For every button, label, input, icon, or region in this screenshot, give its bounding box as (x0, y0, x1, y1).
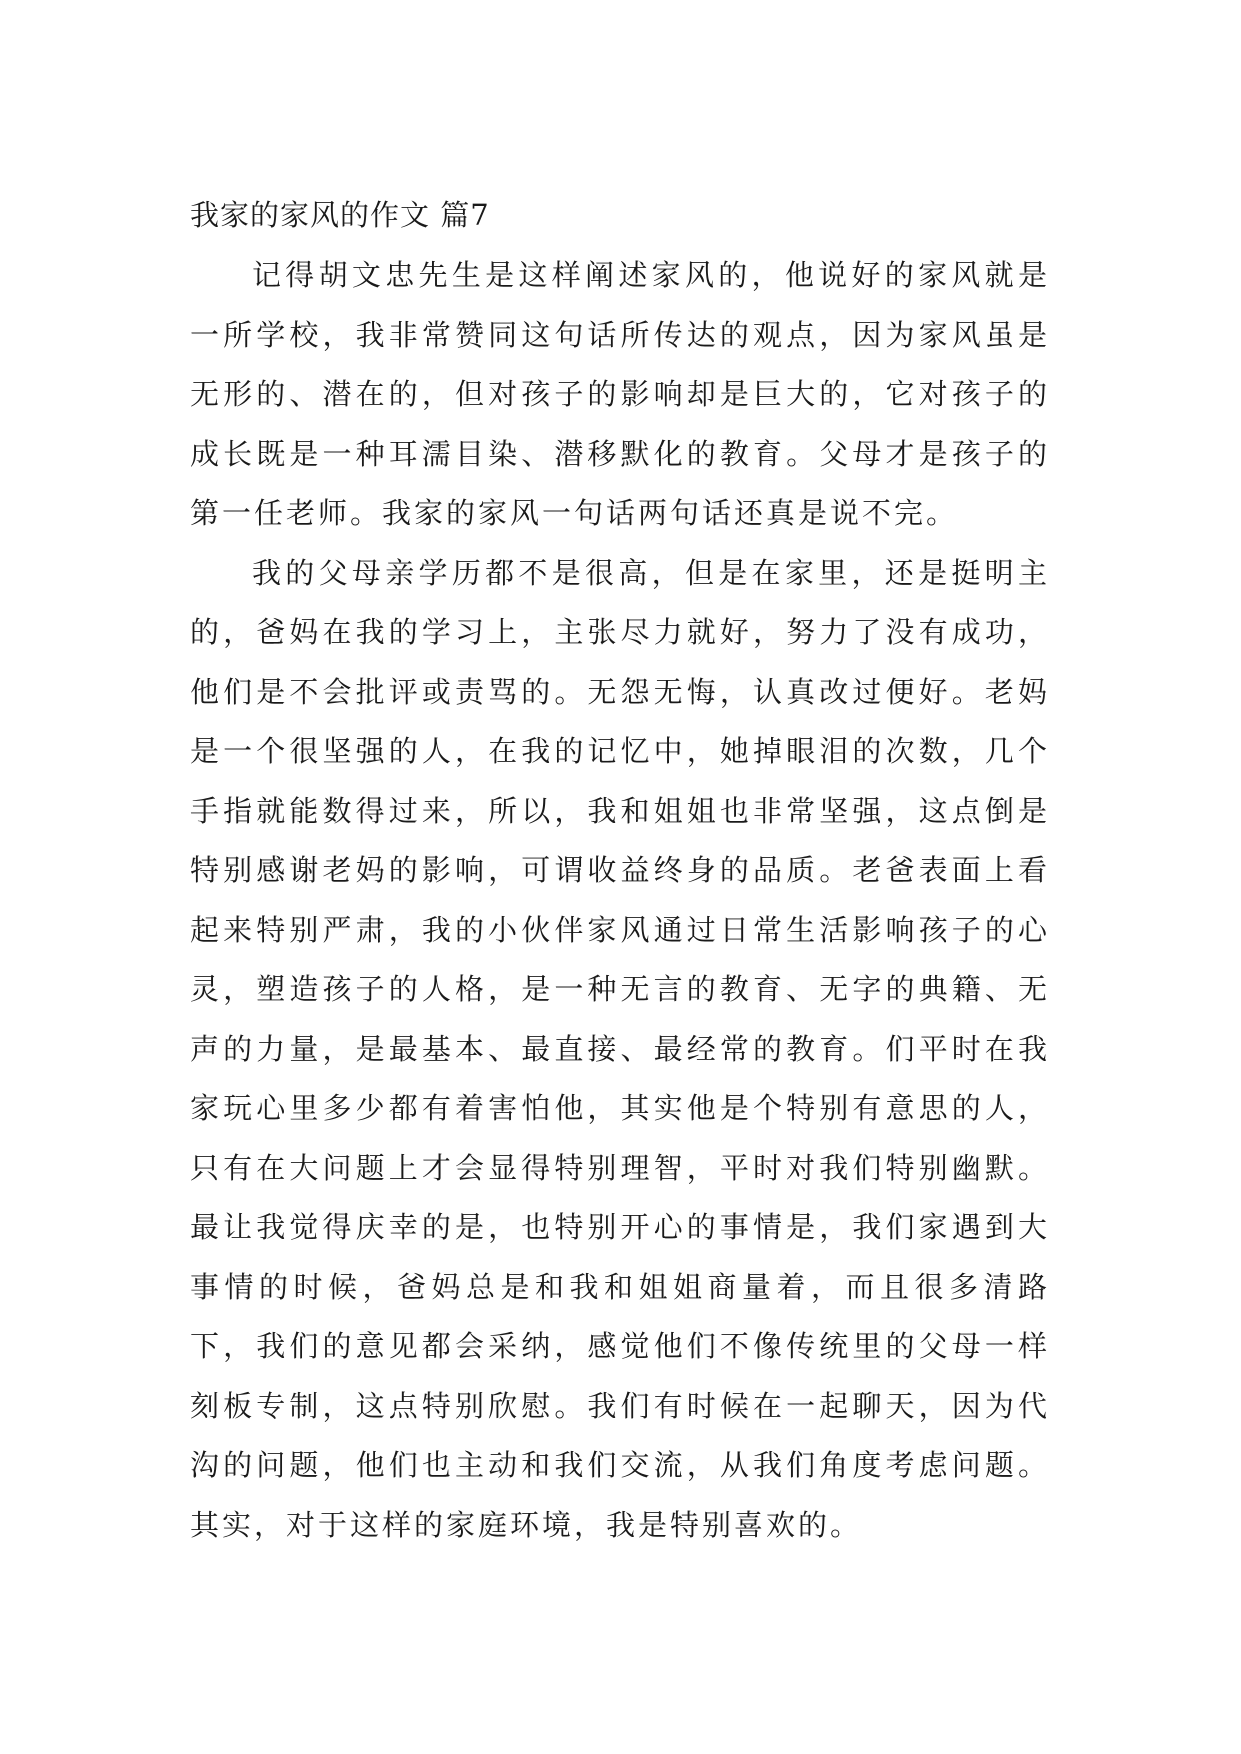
document-title: 我家的家风的作文 篇7 (190, 198, 490, 232)
paragraph-2: 我的父母亲学历都不是很高，但是在家里，还是挺明主的，爸妈在我的学习上，主张尽力就好，努力了没有成功，他们是不会批评或责骂的。无怨无悔，认真改过便好。老妈是一个很坚强的人，在我的记忆中，她掉眼泪的次数，几个手指就能数得过来，所以，我和姐姐也非常坚强，这点倒是特别感谢老妈的影响，可谓收益终身的品质。老爸表面上看起来特别严肃，我的小伙伴家风通过日常生活影响孩子的心灵，塑造孩子的人格，是一种无言的教育、无字的典籍、无声的力量，是最基本、最直接、最经常的教育。们平时在我家玩心里多少都有着害怕他，其实他是个特别有意思的人，只有在大问题上才会显得特别理智，平时对我们特别幽默。最让我觉得庆幸的是，也特别开心的事情是，我们家遇到大事情的时候，爸妈总是和我和姐姐商量着，而且很多清路下，我们的意见都会采纳，感觉他们不像传统里的父母一样刻板专制，这点特别欣慰。我们有时候在一起聊天，因为代沟的问题，他们也主动和我们交流，从我们角度考虑问题。其实，对于这样的家庭环境，我是特别喜欢的。 (190, 555, 1050, 1542)
paragraph-1: 记得胡文忠先生是这样阐述家风的，他说好的家风就是一所学校，我非常赞同这句话所传达的观点，因为家风虽是无形的、潜在的，但对孩子的影响却是巨大的，它对孩子的成长既是一种耳濡目染、潜移默化的教育。父母才是孩子的第一任老师。我家的家风一句话两句话还真是说不完。 (190, 258, 1050, 530)
document-body (190, 192, 1050, 1555)
